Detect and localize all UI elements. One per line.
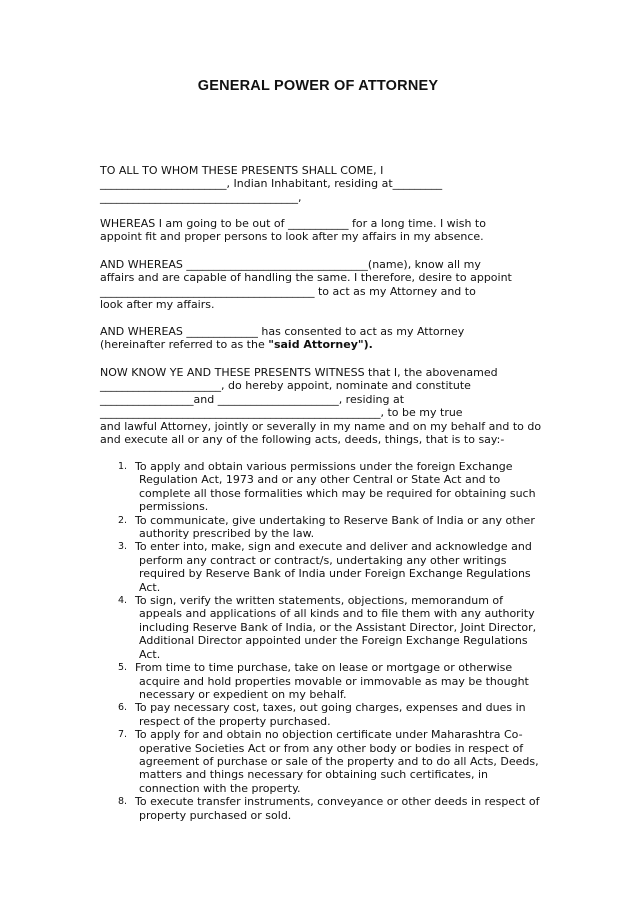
list-item-line: acquire and hold properties movable or immovable as may be thought bbox=[139, 674, 529, 688]
list-number: 2. bbox=[118, 514, 128, 526]
list-item-line: authority prescribed by the law. bbox=[139, 527, 315, 541]
list-number: 6. bbox=[118, 702, 128, 714]
intro-paragraph bbox=[100, 164, 540, 204]
list-item-line: Act. bbox=[139, 580, 161, 594]
witness-line: and execute all or any of the following acts, deeds, things, that is to say:- bbox=[100, 433, 505, 447]
list-item bbox=[100, 594, 540, 661]
witness-line: NOW KNOW YE AND THESE PRESENTS WITNESS that I, the abovenamed bbox=[100, 366, 498, 379]
list-item-line: To apply and obtain various permissions under the foreign Exchange bbox=[135, 460, 513, 473]
list-item-line: To communicate, give undertaking to Reserve Bank of India or any other bbox=[135, 513, 535, 527]
list-number: 7. bbox=[118, 729, 128, 741]
witness-line: ___________________________________________________, to be my true bbox=[100, 406, 463, 420]
intro-line: ____________________________________, bbox=[100, 190, 302, 204]
list-item-line: including Reserve Bank of India, or the Assistant Director, Joint Director, bbox=[139, 620, 537, 634]
list-item-line: Additional Director appointed under the Foreign Exchange Regulations bbox=[139, 634, 528, 648]
list-number: 1. bbox=[118, 461, 128, 472]
whereas1-line: WHEREAS I am going to be out of ___________ for a long time. I wish to bbox=[100, 217, 486, 230]
list-item-line: property purchased or sold. bbox=[139, 808, 292, 822]
whereas1-line: appoint fit and proper persons to look after my affairs in my absence. bbox=[100, 230, 484, 244]
whereas3-text: (hereinafter referred to as the bbox=[100, 338, 269, 352]
list-number: 5. bbox=[118, 662, 128, 674]
list-item-line: Regulation Act, 1973 and or any other Central or State Act and to bbox=[139, 473, 501, 487]
list-item bbox=[100, 728, 540, 795]
list-item-line: perform any contract or contract/s, undertaking any other writings bbox=[139, 553, 507, 567]
list-item-line: To enter into, make, sign and execute and deliver and acknowledge and bbox=[135, 540, 532, 554]
list-item-line: To sign, verify the written statements, objections, memorandum of bbox=[135, 594, 504, 608]
document-title: GENERAL POWER OF ATTORNEY bbox=[197, 78, 439, 94]
whereas2-line: affairs and are capable of handling the same. I therefore, desire to appoint bbox=[100, 271, 512, 285]
list-number: 3. bbox=[118, 541, 128, 553]
list-item-line: To execute transfer instruments, conveyance or other deeds in respect of bbox=[135, 795, 540, 809]
list-item-line: operative Societies Act or from any other body or bodies in respect of bbox=[139, 741, 524, 755]
list-item-line: Act. bbox=[139, 647, 161, 661]
witness-line: and lawful Attorney, jointly or severally in my name and on my behalf and to do bbox=[100, 419, 542, 433]
whereas3-line: AND WHEREAS _____________ has consented to act as my Attorney bbox=[100, 325, 465, 338]
whereas3-line bbox=[100, 338, 540, 351]
intro-line: _______________________, Indian Inhabitant, residing at_________ bbox=[100, 177, 443, 191]
list-item bbox=[100, 460, 540, 514]
whereas-paragraph-1 bbox=[100, 217, 540, 244]
list-item bbox=[100, 795, 540, 822]
witness-paragraph bbox=[100, 366, 540, 446]
list-item-line: From time to time purchase, take on lease or mortgage or otherwise bbox=[135, 661, 513, 675]
list-item bbox=[100, 540, 540, 594]
list-item-line: respect of the property purchased. bbox=[139, 714, 331, 728]
list-item-line: necessary or expedient on my behalf. bbox=[139, 687, 347, 701]
list-item bbox=[100, 514, 540, 541]
list-item-line: matters and things necessary for obtaining such certificates, in bbox=[139, 768, 488, 782]
list-item-line: complete all those formalities which may be required for obtaining such bbox=[139, 486, 536, 500]
intro-line: TO ALL TO WHOM THESE PRESENTS SHALL COME, I bbox=[100, 164, 384, 177]
list-item-line: connection with the property. bbox=[139, 781, 301, 795]
whereas2-line: look after my affairs. bbox=[100, 298, 215, 312]
list-number: 4. bbox=[118, 595, 128, 607]
list-item-line: appeals and applications of all kinds and to file them with any authority bbox=[139, 607, 535, 621]
list-item-line: permissions. bbox=[139, 500, 209, 514]
list-item-line: To apply for and obtain no objection certificate under Maharashtra Co- bbox=[135, 728, 523, 742]
list-item bbox=[100, 661, 540, 701]
whereas2-line: AND WHEREAS _________________________________(name), know all my bbox=[100, 258, 481, 271]
whereas-paragraph-3 bbox=[100, 325, 540, 352]
list-item-line: required by Reserve Bank of India under Foreign Exchange Regulations bbox=[139, 567, 531, 581]
list-item bbox=[100, 701, 540, 728]
whereas-paragraph-2 bbox=[100, 258, 540, 312]
list-number: 8. bbox=[118, 796, 128, 808]
said-attorney-term: "said Attorney"). bbox=[268, 338, 373, 352]
witness-line: ______________________, do hereby appoint, nominate and constitute bbox=[100, 379, 471, 393]
witness-line: _________________and ______________________, residing at bbox=[100, 392, 405, 406]
list-item-line: agreement of purchase or sale of the property and to do all Acts, Deeds, bbox=[139, 754, 539, 768]
powers-list bbox=[100, 460, 540, 822]
list-item-line: To pay necessary cost, taxes, out going charges, expenses and dues in bbox=[135, 701, 526, 715]
whereas2-line: _______________________________________ to act as my Attorney and to bbox=[100, 284, 476, 298]
